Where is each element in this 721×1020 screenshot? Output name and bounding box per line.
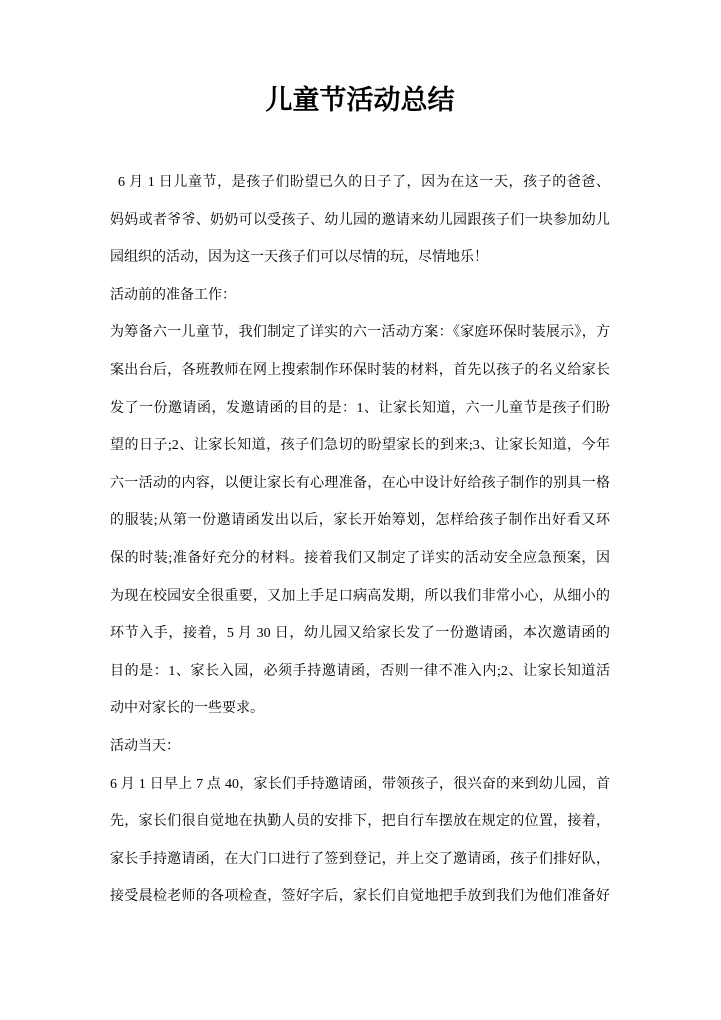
text-line: 活动当天：	[110, 738, 180, 754]
text-line: 为筹备六一儿童节，我们制定了详实的六一活动方案：《家庭环保时装展示》，方	[110, 325, 610, 341]
paragraph	[110, 766, 610, 916]
text-line: 家长手持邀请函，在大门口进行了签到登记，并上交了邀请函，孩子们排好队，	[110, 851, 610, 867]
text-line: 接受晨检老师的各项检查，签好字后，家长们自觉地把手放到我们为他们准备好	[110, 889, 610, 905]
document-title: 儿童节活动总结	[265, 85, 455, 115]
text-line: 6 月 1 日儿童节，是孩子们盼望已久的日子了，因为在这一天，孩子的爸爸、	[118, 175, 610, 190]
text-line: 望的日子;2、让家长知道，孩子们急切的盼望家长的到来;3、让家长知道，今年	[110, 438, 610, 454]
paragraph	[110, 728, 610, 766]
text-line: 先，家长们很自觉地在执勤人员的安排下，把自行车摆放在规定的位置，接着，	[110, 814, 610, 830]
document-body	[110, 164, 610, 916]
text-line: 目的是：1、家长入园，必须手持邀请函，否则一律不准入内;2、让家长知道活	[110, 663, 610, 679]
paragraph	[110, 277, 610, 315]
paragraph	[110, 314, 610, 728]
paragraph	[110, 164, 610, 277]
text-line: 的服装;从第一份邀请函发出以后，家长开始筹划，怎样给孩子制作出好看又环	[110, 513, 610, 529]
text-line: 妈妈或者爷爷、奶奶可以受孩子、幼儿园的邀请来幼儿园跟孩子们一块参加幼儿	[110, 212, 610, 228]
text-line: 动中对家长的一些要求。	[110, 701, 264, 717]
text-line: 为现在校园安全很重要，又加上手足口病高发期，所以我们非常小心，从细小的	[110, 588, 610, 604]
text-line: 案出台后，各班教师在网上搜索制作环保时装的材料，首先以孩子的名义给家长	[110, 362, 610, 378]
text-line: 六一活动的内容，以便让家长有心理准备，在心中设计好给孩子制作的别具一格	[110, 475, 610, 491]
text-line: 活动前的准备工作：	[110, 287, 236, 303]
text-line: 保的时装;准备好充分的材料。接着我们又制定了详实的活动安全应急预案，因	[110, 550, 610, 566]
text-line: 园组织的活动，因为这一天孩子们可以尽情的玩，尽情地乐！	[110, 250, 488, 266]
text-line: 环节入手，接着，5 月 30 日，幼儿园又给家长发了一份邀请函，本次邀请函的	[110, 626, 610, 642]
text-line: 发了一份邀请函，发邀请函的目的是：1、让家长知道，六一儿童节是孩子们盼	[110, 400, 610, 416]
text-line: 6 月 1 日早上 7 点 40，家长们手持邀请函，带领孩子，很兴奋的来到幼儿园，首	[110, 776, 610, 792]
